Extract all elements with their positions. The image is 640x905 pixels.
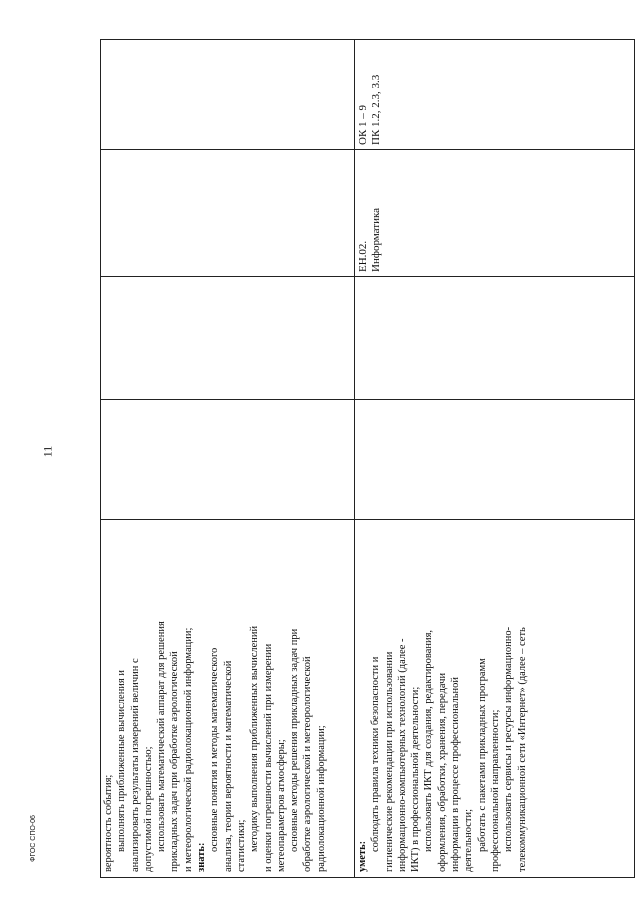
text-line: радиолокационной информации;: [315, 725, 327, 872]
table-row: [101, 40, 355, 878]
text-line: вероятность события;: [103, 774, 114, 872]
text-line: выполнять приближенные вычисления и: [116, 669, 128, 852]
empty-cell: [101, 150, 355, 277]
curriculum-table: [100, 39, 635, 878]
text-line: и оценки погрешности вычислений при измерении: [262, 643, 274, 872]
text-line: телекоммуникационной сети «Интернет» (далее – сеть: [516, 627, 528, 872]
discipline-cell: [355, 150, 635, 277]
text-line: ИКТ) в профессиональной деятельности;: [410, 686, 422, 872]
text-line: информационно-компьютерных технологий (далее -: [396, 638, 408, 872]
general-competencies: ОК 1 – 9: [357, 104, 369, 145]
text-line: анализа, теории вероятности и математической: [222, 660, 234, 872]
empty-cell: [101, 40, 355, 150]
text-line: работать с пакетами прикладных программ: [476, 658, 488, 852]
professional-competencies: ПК 1.2, 2.3, 3.3: [370, 74, 382, 145]
text-line: метеопараметров атмосферы;: [275, 739, 287, 872]
text-line: оформления, обработки, хранения, передачи: [436, 672, 448, 872]
requirements-text: [355, 520, 529, 877]
section-heading: уметь:: [357, 840, 368, 872]
discipline-name: Информатика: [370, 207, 382, 272]
text-line: использовать математический аппарат для решения: [156, 621, 168, 852]
text-line: соблюдать правила техники безопасности и: [370, 656, 382, 852]
requirements-text: [101, 520, 328, 877]
text-line: методику выполнения приближенных вычислений: [249, 625, 261, 852]
text-line: использовать сервисы и ресурсы информационно-: [503, 626, 515, 852]
text-line: и метеорологической радиолокационной информации;: [182, 627, 194, 872]
text-line: использовать ИКТ для создания, редактирования,: [423, 629, 435, 852]
text-line: информации в процессе профессиональной: [450, 677, 462, 872]
requirements-cell: [355, 520, 635, 878]
footer-code: ФГОС СПО-06: [29, 815, 37, 862]
text-line: профессиональной направленности;: [489, 709, 501, 872]
text-line: гигиенические рекомендации при использовании: [383, 651, 395, 872]
empty-cell: [101, 277, 355, 400]
empty-cell: [355, 400, 635, 520]
competencies-cell: [355, 40, 635, 150]
text-line: обработке аэрологической и метеорологической: [302, 656, 314, 872]
text-line: основные понятия и методы математического: [209, 647, 221, 852]
text-line: прикладных задач при обработке аэрологической: [169, 651, 181, 872]
rotated-table-wrapper: [100, 40, 634, 878]
text-line: основные методы решения прикладных задач при: [289, 628, 301, 852]
page-number: 11: [40, 445, 55, 458]
empty-cell: [101, 400, 355, 520]
text-line: анализировать результаты измерений величин с: [129, 658, 141, 872]
discipline-code: ЕН.02.: [357, 240, 369, 272]
text-line: статистики;: [235, 819, 247, 872]
requirements-cell: [101, 520, 355, 878]
text-line: деятельности;: [463, 808, 475, 872]
empty-cell: [355, 277, 635, 400]
text-line: допустимой погрешностью;: [142, 746, 154, 872]
table-row: [355, 40, 635, 878]
section-heading: знать:: [196, 842, 208, 872]
